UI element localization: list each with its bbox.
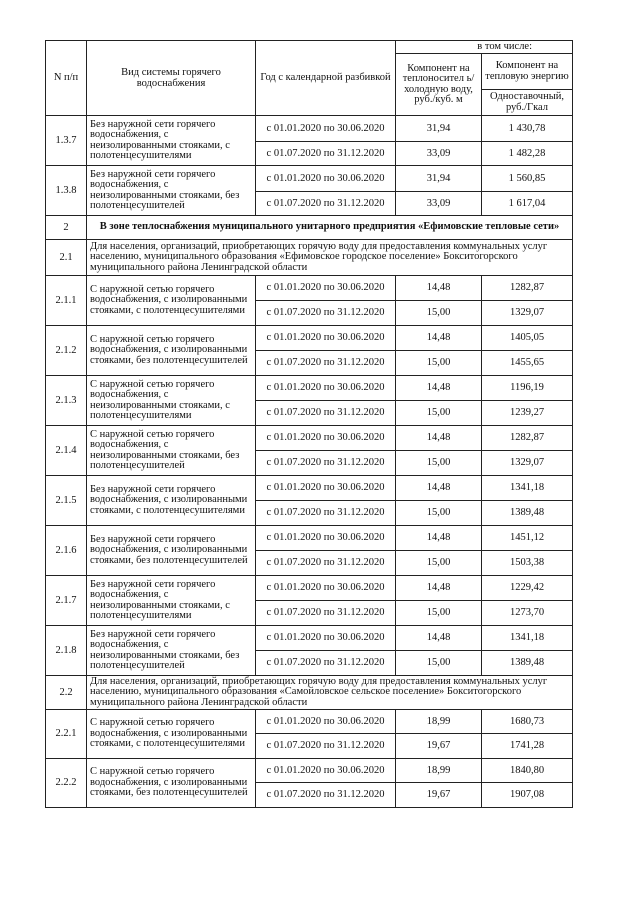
water-component-value: 18,99 <box>396 710 482 734</box>
table-row <box>46 526 573 551</box>
energy-component-value: 1273,70 <box>482 601 573 626</box>
period-first-half: с 01.01.2020 по 30.06.2020 <box>256 759 396 783</box>
energy-component-value: 1389,48 <box>482 501 573 526</box>
water-component-value: 31,94 <box>396 166 482 192</box>
period-second-half: с 01.07.2020 по 31.12.2020 <box>256 142 396 166</box>
energy-component-value: 1229,42 <box>482 576 573 601</box>
row-description: С наружной сетью горячего водоснабжения, с изолированными стояками, с полотенцесушителями <box>87 276 256 326</box>
energy-component-value: 1 617,04 <box>482 192 573 216</box>
header-num: N п/п <box>46 41 87 116</box>
row-number: 2.1.6 <box>46 526 87 576</box>
group-description: Для населения, организаций, приобретающих горячую воду для предоставления коммунальных услуг населению, муниципального образования «Самойловское сельское поселение» Бокситогорского муниципального района Ленинградской области <box>87 676 573 710</box>
water-component-value: 31,94 <box>396 116 482 142</box>
period-second-half: с 01.07.2020 по 31.12.2020 <box>256 451 396 476</box>
energy-component-value: 1 430,78 <box>482 116 573 142</box>
period-second-half: с 01.07.2020 по 31.12.2020 <box>256 192 396 216</box>
water-component-value: 15,00 <box>396 601 482 626</box>
energy-component-value: 1282,87 <box>482 276 573 301</box>
energy-component-value: 1741,28 <box>482 734 573 759</box>
energy-component-value: 1196,19 <box>482 376 573 401</box>
water-component-value: 14,48 <box>396 526 482 551</box>
period-first-half: с 01.01.2020 по 30.06.2020 <box>256 526 396 551</box>
energy-component-value: 1840,80 <box>482 759 573 783</box>
group-row <box>46 240 573 276</box>
water-component-value: 14,48 <box>396 576 482 601</box>
energy-component-value: 1329,07 <box>482 451 573 476</box>
row-number: 1.3.8 <box>46 166 87 216</box>
row-description: С наружной сетью горячего водоснабжения, с изолированными стояками, без полотенцесушителей <box>87 326 256 376</box>
water-component-value: 18,99 <box>396 759 482 783</box>
period-second-half: с 01.07.2020 по 31.12.2020 <box>256 501 396 526</box>
header-energy-unit: Одноставочный, руб./Гкал <box>482 90 573 116</box>
table-row <box>46 576 573 601</box>
header-water-component: Компонент на теплоносител ь/холодную воду, руб./куб. м <box>396 54 482 116</box>
row-number: 1.3.7 <box>46 116 87 166</box>
water-component-value: 14,48 <box>396 276 482 301</box>
table-row <box>46 376 573 401</box>
group-row <box>46 676 573 710</box>
energy-component-value: 1341,18 <box>482 476 573 501</box>
water-component-value: 15,00 <box>396 401 482 426</box>
period-first-half: с 01.01.2020 по 30.06.2020 <box>256 326 396 351</box>
table-row <box>46 326 573 351</box>
energy-component-value: 1 482,28 <box>482 142 573 166</box>
period-second-half: с 01.07.2020 по 31.12.2020 <box>256 601 396 626</box>
period-first-half: с 01.01.2020 по 30.06.2020 <box>256 626 396 651</box>
table-row <box>46 426 573 451</box>
energy-component-value: 1389,48 <box>482 651 573 676</box>
water-component-value: 14,48 <box>396 376 482 401</box>
energy-component-value: 1907,08 <box>482 783 573 808</box>
water-component-value: 19,67 <box>396 783 482 808</box>
row-number: 2.1.3 <box>46 376 87 426</box>
row-number: 2.1.2 <box>46 326 87 376</box>
row-description: Без наружной сети горячего водоснабжения, с изолированными стояками, без полотенцесушителей <box>87 526 256 576</box>
energy-component-value: 1680,73 <box>482 710 573 734</box>
tariff-table <box>45 40 573 808</box>
water-component-value: 19,67 <box>396 734 482 759</box>
water-component-value: 15,00 <box>396 551 482 576</box>
row-description: С наружной сетью горячего водоснабжения, с изолированными стояками, без полотенцесушителей <box>87 759 256 808</box>
period-second-half: с 01.07.2020 по 31.12.2020 <box>256 301 396 326</box>
table-row <box>46 166 573 192</box>
row-description: Без наружной сети горячего водоснабжения, с неизолированными стояками, без полотенцесушителей <box>87 626 256 676</box>
energy-component-value: 1 560,85 <box>482 166 573 192</box>
period-second-half: с 01.07.2020 по 31.12.2020 <box>256 783 396 808</box>
row-description: С наружной сетью горячего водоснабжения, с неизолированными стояками, без полотенцесушителей <box>87 426 256 476</box>
water-component-value: 14,48 <box>396 476 482 501</box>
period-first-half: с 01.01.2020 по 30.06.2020 <box>256 116 396 142</box>
water-component-value: 14,48 <box>396 326 482 351</box>
water-component-value: 15,00 <box>396 351 482 376</box>
water-component-value: 33,09 <box>396 142 482 166</box>
section-row <box>46 216 573 240</box>
header-year: Год с календарной разбивкой <box>256 41 396 116</box>
energy-component-value: 1503,38 <box>482 551 573 576</box>
row-description: Без наружной сети горячего водоснабжения, с изолированными стояками, с полотенцесушителями <box>87 476 256 526</box>
row-description: Без наружной сети горячего водоснабжения, с неизолированными стояками, с полотенцесушителями <box>87 116 256 166</box>
period-first-half: с 01.01.2020 по 30.06.2020 <box>256 376 396 401</box>
row-number: 2.1.4 <box>46 426 87 476</box>
energy-component-value: 1282,87 <box>482 426 573 451</box>
table-row <box>46 476 573 501</box>
water-component-value: 15,00 <box>396 651 482 676</box>
period-second-half: с 01.07.2020 по 31.12.2020 <box>256 651 396 676</box>
energy-component-value: 1451,12 <box>482 526 573 551</box>
table-row <box>46 276 573 301</box>
water-component-value: 15,00 <box>396 501 482 526</box>
table-row <box>46 710 573 734</box>
header-row <box>46 41 573 54</box>
row-number: 2.1 <box>46 240 87 276</box>
period-first-half: с 01.01.2020 по 30.06.2020 <box>256 426 396 451</box>
group-description: Для населения, организаций, приобретающих горячую воду для предоставления коммунальных услуг населению, муниципального образования «Ефимовское городское поселение» Бокситогорского муниципального района Ленинградской области <box>87 240 573 276</box>
tariff-table-body <box>46 41 573 808</box>
row-number: 2.1.5 <box>46 476 87 526</box>
row-number: 2.2 <box>46 676 87 710</box>
table-row <box>46 116 573 142</box>
energy-component-value: 1455,65 <box>482 351 573 376</box>
section-title: В зоне теплоснабжения муниципального унитарного предприятия «Ефимовские тепловые сети» <box>87 216 573 240</box>
row-number: 2.1.1 <box>46 276 87 326</box>
row-number: 2 <box>46 216 87 240</box>
row-description: Без наружной сети горячего водоснабжения, с неизолированными стояками, с полотенцесушителями <box>87 576 256 626</box>
period-second-half: с 01.07.2020 по 31.12.2020 <box>256 734 396 759</box>
row-number: 2.2.1 <box>46 710 87 759</box>
header-system: Вид системы горячего водоснабжения <box>87 41 256 116</box>
energy-component-value: 1329,07 <box>482 301 573 326</box>
period-first-half: с 01.01.2020 по 30.06.2020 <box>256 576 396 601</box>
period-first-half: с 01.01.2020 по 30.06.2020 <box>256 710 396 734</box>
row-number: 2.1.7 <box>46 576 87 626</box>
table-row <box>46 759 573 783</box>
row-description: Без наружной сети горячего водоснабжения, с неизолированными стояками, без полотенцесушителей <box>87 166 256 216</box>
water-component-value: 14,48 <box>396 626 482 651</box>
energy-component-value: 1405,05 <box>482 326 573 351</box>
energy-component-value: 1341,18 <box>482 626 573 651</box>
header-including: в том числе: <box>396 41 573 54</box>
energy-component-value: 1239,27 <box>482 401 573 426</box>
table-row <box>46 626 573 651</box>
water-component-value: 33,09 <box>396 192 482 216</box>
row-number: 2.2.2 <box>46 759 87 808</box>
row-number: 2.1.8 <box>46 626 87 676</box>
header-energy-component: Компонент на тепловую энергию <box>482 54 573 90</box>
period-first-half: с 01.01.2020 по 30.06.2020 <box>256 476 396 501</box>
period-first-half: с 01.01.2020 по 30.06.2020 <box>256 166 396 192</box>
row-description: С наружной сетью горячего водоснабжения, с неизолированными стояками, с полотенцесушителями <box>87 376 256 426</box>
water-component-value: 15,00 <box>396 451 482 476</box>
water-component-value: 15,00 <box>396 301 482 326</box>
period-second-half: с 01.07.2020 по 31.12.2020 <box>256 401 396 426</box>
period-second-half: с 01.07.2020 по 31.12.2020 <box>256 351 396 376</box>
period-second-half: с 01.07.2020 по 31.12.2020 <box>256 551 396 576</box>
period-first-half: с 01.01.2020 по 30.06.2020 <box>256 276 396 301</box>
water-component-value: 14,48 <box>396 426 482 451</box>
row-description: С наружной сетью горячего водоснабжения, с изолированными стояками, с полотенцесушителями <box>87 710 256 759</box>
